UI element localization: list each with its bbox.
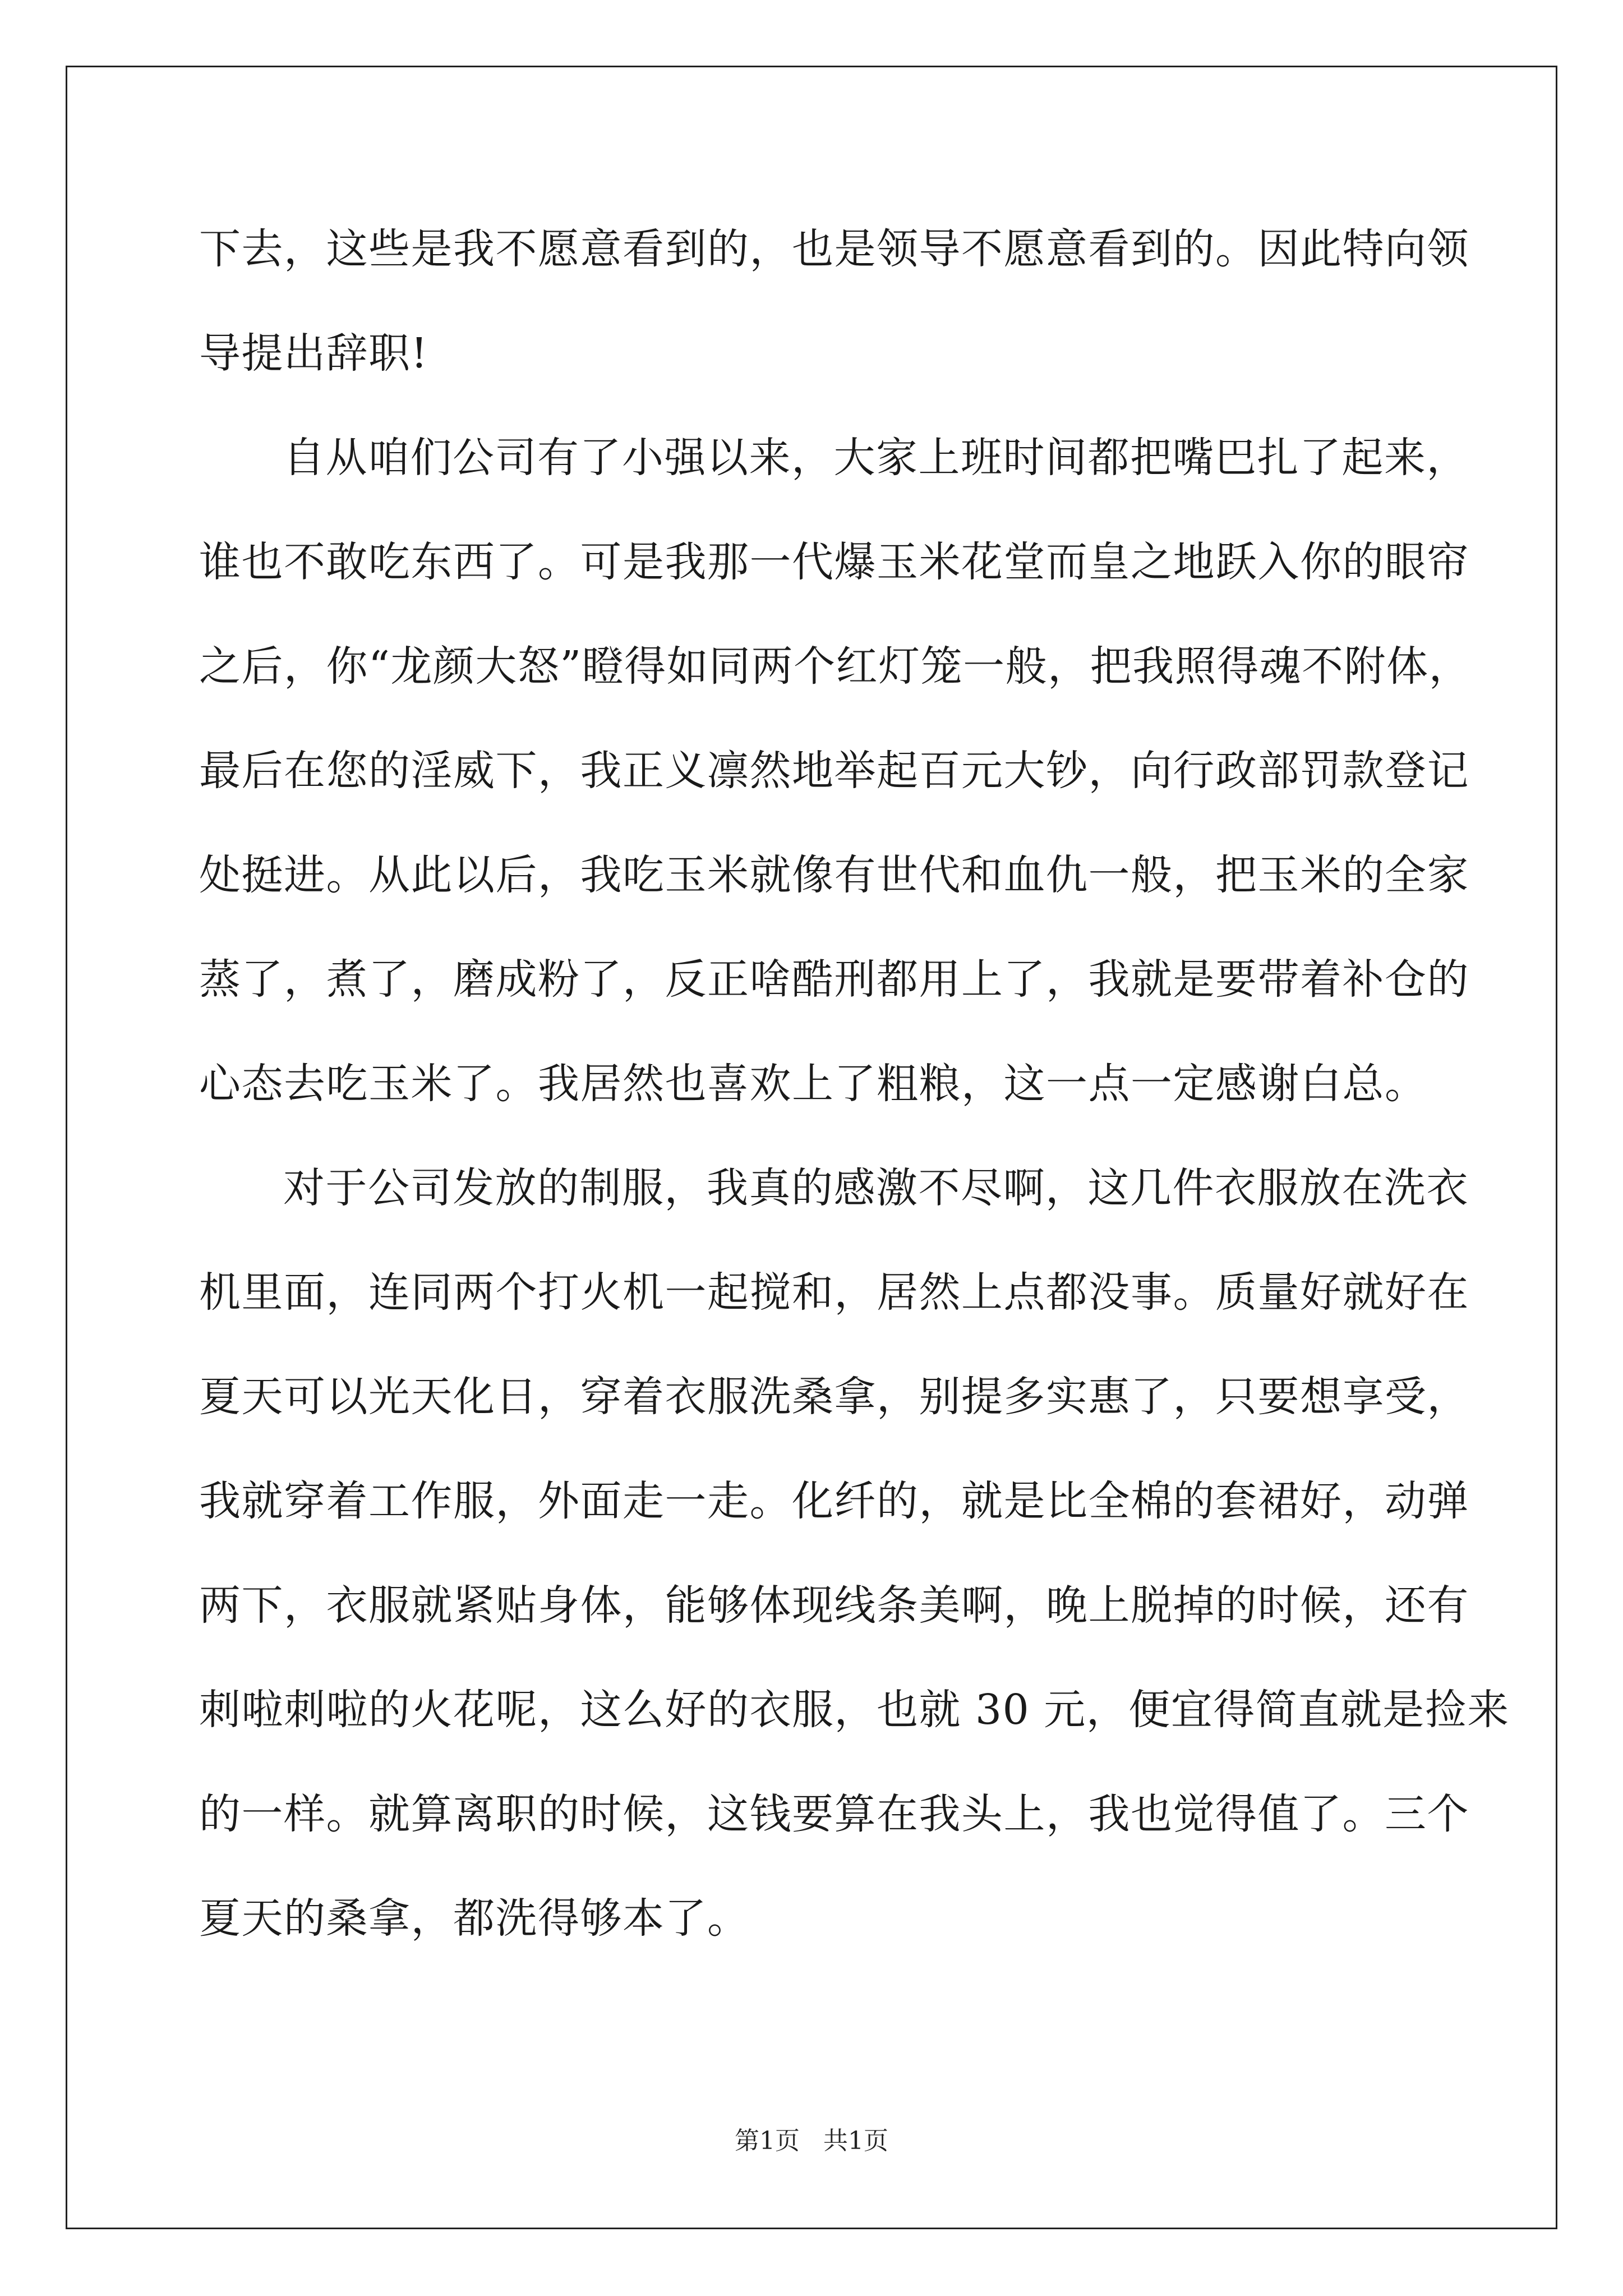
- text-line: 蒸了，煮了，磨成粉了，反正啥酷刑都用上了，我就是要带着补仓的: [199, 955, 1469, 1004]
- text-line: 的一样。就算离职的时候，这钱要算在我头上，我也觉得值了。三个: [199, 1790, 1469, 1838]
- text-line: 最后在您的淫威下，我正义凛然地举起百元大钞，向行政部罚款登记: [199, 747, 1469, 795]
- text-line: 刺啦刺啦的火花呢，这么好的衣服，也就 30 元，便宜得简直就是捡来: [199, 1686, 1510, 1734]
- text-line: 处挺进。从此以后，我吃玉米就像有世代和血仇一般，把玉米的全家: [199, 851, 1469, 899]
- text-line: 心态去吃玉米了。我居然也喜欢上了粗粮，这一点一定感谢白总。: [199, 1060, 1427, 1108]
- text-line: 夏天可以光天化日，穿着衣服洗桑拿，别提多实惠了，只要想享受，: [199, 1373, 1469, 1421]
- text-line: 两下，衣服就紧贴身体，能够体现线条美啊，晚上脱掉的时候，还有: [199, 1581, 1469, 1630]
- text-line: 下去，这些是我不愿意看到的，也是领导不愿意看到的。因此特向领: [199, 225, 1469, 273]
- page-number-footer: 第1页 共1页: [735, 2127, 888, 2155]
- paragraph-start-line: 自从咱们公司有了小强以来，大家上班时间都把嘴巴扎了起来，: [283, 434, 1469, 482]
- text-line: 谁也不敢吃东西了。可是我那一代爆玉米花堂而皇之地跃入你的眼帘: [199, 538, 1469, 586]
- text-line: 之后，你“龙颜大怒”瞪得如同两个红灯笼一般，把我照得魂不附体，: [199, 642, 1472, 691]
- text-line: 我就穿着工作服，外面走一走。化纤的，就是比全棉的套裙好，动弹: [199, 1477, 1469, 1525]
- text-line: 机里面，连同两个打火机一起搅和，居然上点都没事。质量好就好在: [199, 1268, 1469, 1317]
- paragraph-start-line: 对于公司发放的制服，我真的感激不尽啊，这几件衣服放在洗衣: [283, 1164, 1469, 1212]
- text-line: 夏天的桑拿，都洗得够本了。: [199, 1894, 750, 1943]
- text-line: 导提出辞职!: [199, 329, 428, 378]
- document-body: [199, 209, 1510, 1982]
